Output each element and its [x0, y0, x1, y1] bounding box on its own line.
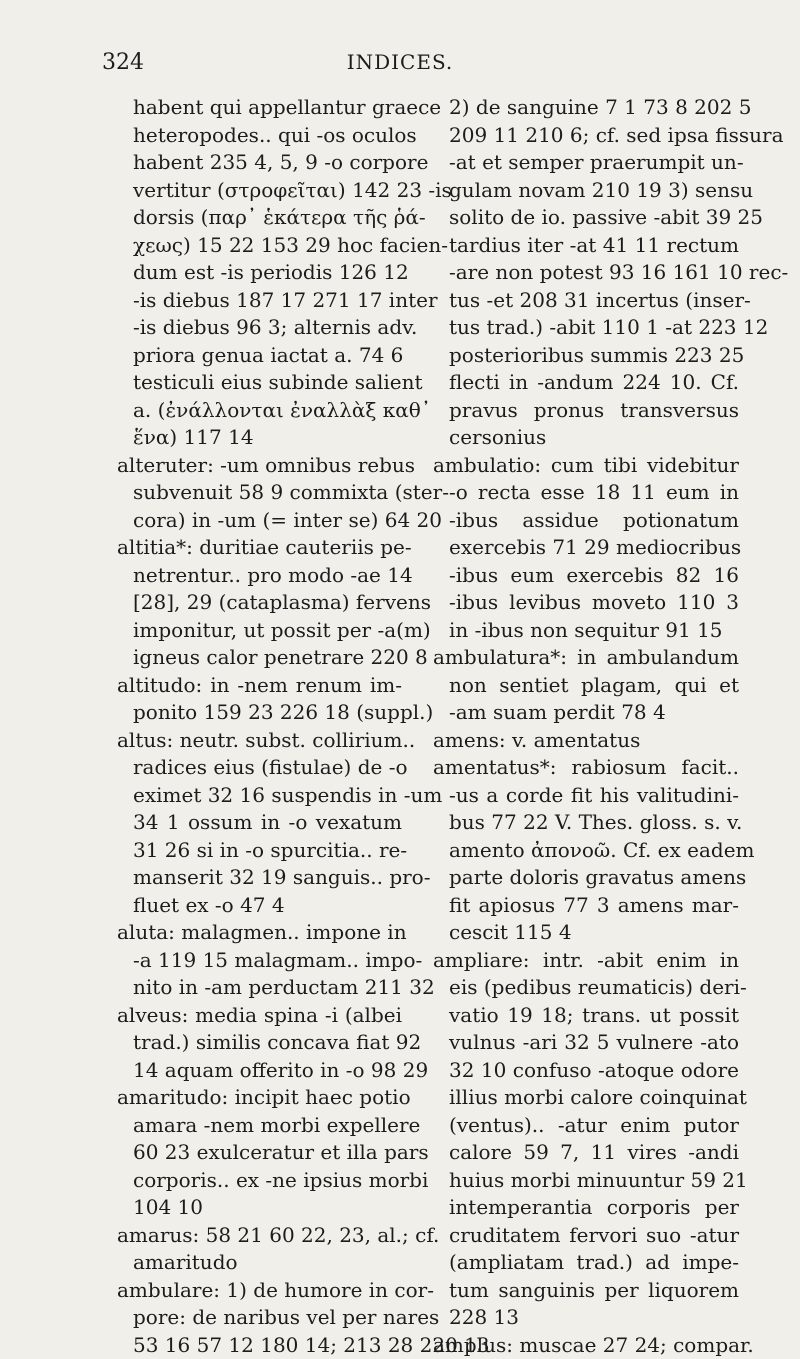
index-entry-headword-line: aluta: malagmen.. impone in: [117, 919, 402, 947]
index-entry-line: non sentiet plagam, qui et: [433, 672, 739, 700]
index-entry-line: -us a corde fit his valitudini-: [433, 782, 739, 810]
index-entry-headword-line: amarus: 58 21 60 22, 23, al.; cf.: [117, 1222, 402, 1250]
index-entry-headword-line: ambulatura*: in ambulandum: [433, 644, 739, 672]
index-entry-line: dum est -is periodis 126 12: [117, 259, 402, 287]
index-entry-line: a. (ἐνάλλονται ἐναλλὰξ καθ᾽: [117, 397, 402, 425]
index-entry-line: -ibus levibus moveto 110 3: [433, 589, 739, 617]
index-entry-line: ἕνα) 117 14: [117, 424, 402, 452]
index-entry-line: corporis.. ex -ne ipsius morbi: [117, 1167, 402, 1195]
index-entry-line: calore 59 7, 11 vires -andi: [433, 1139, 739, 1167]
index-entry-line: parte doloris gravatus amens: [433, 864, 739, 892]
index-entry-line: [28], 29 (cataplasma) fervens: [117, 589, 402, 617]
index-entry-line: 104 10: [117, 1194, 402, 1222]
index-entry-line: exercebis 71 29 mediocribus: [433, 534, 739, 562]
page-header: [0, 50, 800, 90]
index-entry-line: habent 235 4, 5, 9 -o corpore: [117, 149, 402, 177]
index-entry-line: gulam novam 210 19 3) sensu: [433, 177, 739, 205]
index-entry-line: posterioribus summis 223 25: [433, 342, 739, 370]
index-entry-line: subvenuit 58 9 commixta (ster-: [117, 479, 402, 507]
index-entry-line: in -ibus non sequitur 91 15: [433, 617, 739, 645]
index-entry-headword-line: alveus: media spina -i (albei: [117, 1002, 402, 1030]
index-entry-line: (ampliatam trad.) ad impe-: [433, 1249, 739, 1277]
index-column-right: [433, 94, 739, 1359]
index-entry-line: 32 10 confuso -atoque odore: [433, 1057, 739, 1085]
index-entry-headword-line: altitia*: duritiae cauteriis pe-: [117, 534, 402, 562]
index-entry-line: amento ἀπονοῶ. Cf. ex eadem: [433, 837, 739, 865]
index-entry-line: -ibus assidue potionatum: [433, 507, 739, 535]
index-entry-headword-line: altitudo: in -nem renum im-: [117, 672, 402, 700]
page-number: 324: [102, 50, 144, 75]
index-entry-line: imponitur, ut possit per -a(m): [117, 617, 402, 645]
index-entry-line: solito de io. passive -abit 39 25: [433, 204, 739, 232]
index-entry-line: 2) de sanguine 7 1 73 8 202 5: [433, 94, 739, 122]
index-entry-line: ponito 159 23 226 18 (suppl.): [117, 699, 402, 727]
index-entry-headword-line: ampliare: intr. -abit enim in: [433, 947, 739, 975]
index-entry-line: -is diebus 96 3; alternis adv.: [117, 314, 402, 342]
index-entry-headword-line: alteruter: -um omnibus rebus: [117, 452, 402, 480]
index-entry-headword-line: ambulatio: cum tibi videbitur: [433, 452, 739, 480]
index-entry-line: vatio 19 18; trans. ut possit: [433, 1002, 739, 1030]
index-entry-line: cruditatem fervori suo -atur: [433, 1222, 739, 1250]
index-entry-line: 228 13: [433, 1304, 739, 1332]
index-entry-headword-line: amaritudo: incipit haec potio: [117, 1084, 402, 1112]
index-entry-headword-line: amplus: muscae 27 24; compar.: [433, 1332, 739, 1359]
index-entry-line: netrentur.. pro modo -ae 14: [117, 562, 402, 590]
index-entry-line: amaritudo: [117, 1249, 402, 1277]
index-entry-line: -o recta esse 18 11 eum in: [433, 479, 739, 507]
index-entry-line: pore: de naribus vel per nares: [117, 1304, 402, 1332]
index-entry-line: igneus calor penetrare 220 8: [117, 644, 402, 672]
index-entry-line: heteropodes.. qui -os oculos: [117, 122, 402, 150]
index-entry-line: -is diebus 187 17 271 17 inter: [117, 287, 402, 315]
index-entry-line: 53 16 57 12 180 14; 213 28 220 13: [117, 1332, 402, 1359]
index-entry-line: 14 aquam offerito in -o 98 29: [117, 1057, 402, 1085]
index-entry-line: χεως) 15 22 153 29 hoc facien-: [117, 232, 402, 260]
index-entry-line: manserit 32 19 sanguis.. pro-: [117, 864, 402, 892]
index-entry-line: intemperantia corporis per: [433, 1194, 739, 1222]
index-entry-line: tardius iter -at 41 11 rectum: [433, 232, 739, 260]
index-entry-line: illius morbi calore coinquinat: [433, 1084, 739, 1112]
index-entry-line: tus trad.) -abit 110 1 -at 223 12: [433, 314, 739, 342]
index-entry-line: fit apiosus 77 3 amens mar-: [433, 892, 739, 920]
index-entry-line: 209 11 210 6; cf. sed ipsa fissura: [433, 122, 739, 150]
running-title: INDICES.: [0, 50, 800, 74]
index-entry-headword-line: amens: v. amentatus: [433, 727, 739, 755]
index-entry-line: -at et semper praerumpit un-: [433, 149, 739, 177]
index-entry-line: tum sanguinis per liquorem: [433, 1277, 739, 1305]
index-entry-line: priora genua iactat a. 74 6: [117, 342, 402, 370]
index-entry-line: -am suam perdit 78 4: [433, 699, 739, 727]
index-entry-line: vertitur (στροφεῖται) 142 23 -is: [117, 177, 402, 205]
index-entry-line: -ibus eum exercebis 82 16: [433, 562, 739, 590]
index-entry-headword-line: amentatus*: rabiosum facit..: [433, 754, 739, 782]
index-entry-headword-line: ambulare: 1) de humore in cor-: [117, 1277, 402, 1305]
index-entry-line: amara -nem morbi expellere: [117, 1112, 402, 1140]
index-entry-line: dorsis (παρ᾽ ἑκάτερα τῆς ῥά-: [117, 204, 402, 232]
index-entry-line: -a 119 15 malagmam.. impo-: [117, 947, 402, 975]
index-entry-line: fluet ex -o 47 4: [117, 892, 402, 920]
index-entry-line: cersonius: [433, 424, 739, 452]
index-entry-line: vulnus -ari 32 5 vulnere -ato: [433, 1029, 739, 1057]
index-entry-line: eis (pedibus reumaticis) deri-: [433, 974, 739, 1002]
index-entry-line: pravus pronus transversus: [433, 397, 739, 425]
index-entry-line: trad.) similis concava fiat 92: [117, 1029, 402, 1057]
index-entry-line: cora) in -um (= inter se) 64 20: [117, 507, 402, 535]
index-entry-line: bus 77 22 V. Thes. gloss. s. v.: [433, 809, 739, 837]
index-entry-line: 34 1 ossum in -o vexatum: [117, 809, 402, 837]
index-entry-line: flecti in -andum 224 10. Cf.: [433, 369, 739, 397]
index-entry-headword-line: altus: neutr. subst. collirium..: [117, 727, 402, 755]
index-entry-line: -are non potest 93 16 161 10 rec-: [433, 259, 739, 287]
index-entry-line: 60 23 exulceratur et illa pars: [117, 1139, 402, 1167]
index-entry-line: testiculi eius subinde salient: [117, 369, 402, 397]
index-column-left: [117, 94, 402, 1359]
index-entry-line: radices eius (fistulae) de -o: [117, 754, 402, 782]
index-entry-line: huius morbi minuuntur 59 21: [433, 1167, 739, 1195]
index-entry-line: (ventus).. -atur enim putor: [433, 1112, 739, 1140]
index-entry-line: habent qui appellantur graece: [117, 94, 402, 122]
index-entry-line: 31 26 si in -o spurcitia.. re-: [117, 837, 402, 865]
index-entry-line: cescit 115 4: [433, 919, 739, 947]
index-entry-line: nito in -am perductam 211 32: [117, 974, 402, 1002]
index-entry-line: tus -et 208 31 incertus (inser-: [433, 287, 739, 315]
index-entry-line: eximet 32 16 suspendis in -um: [117, 782, 402, 810]
